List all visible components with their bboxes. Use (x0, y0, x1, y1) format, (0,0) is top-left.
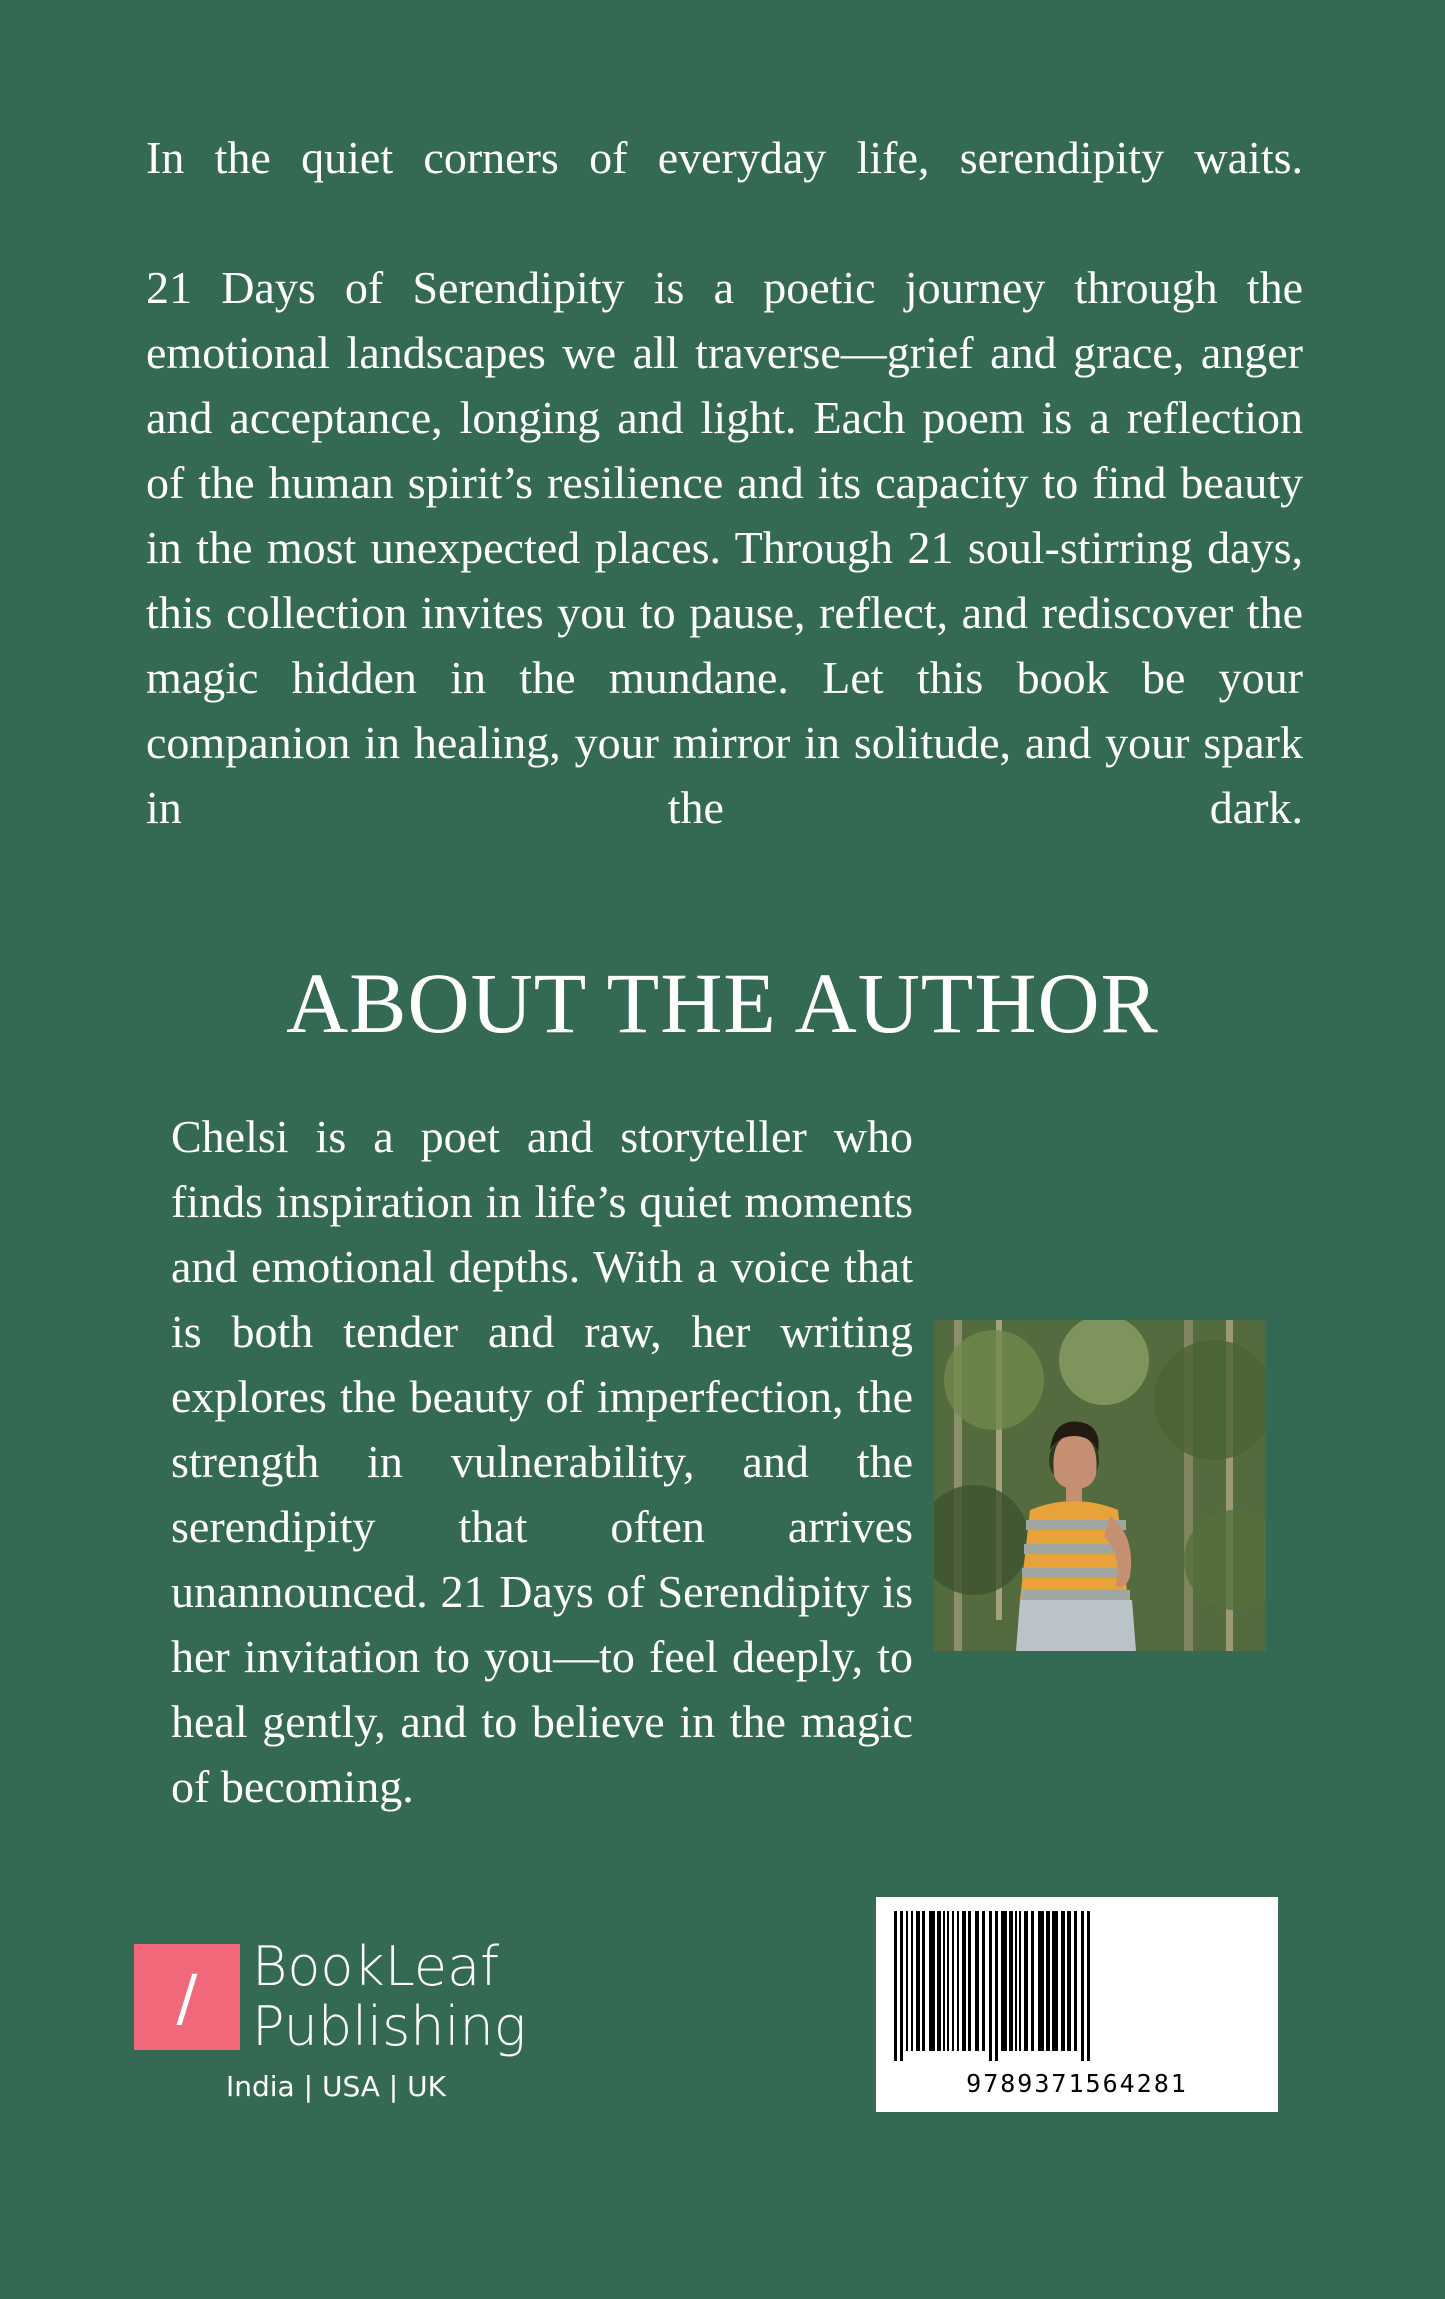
author-photo (934, 1320, 1266, 1651)
barcode-bar (1038, 1911, 1044, 2051)
barcode-bar (1081, 1911, 1084, 2061)
about-author-heading: ABOUT THE AUTHOR (286, 955, 1159, 1051)
blurb-intro: In the quiet corners of everyday life, serendipity waits. (146, 132, 1303, 183)
barcode-bar (952, 1911, 954, 2051)
barcode-bar (937, 1911, 941, 2051)
barcode-bar (1001, 1911, 1007, 2051)
barcode-bar (1087, 1911, 1090, 2061)
barcode-bar (957, 1911, 959, 2051)
barcode-bar (906, 1911, 908, 2051)
barcode-bar (1009, 1911, 1013, 2051)
publisher-logo-mark: / (134, 1944, 240, 2050)
author-bio: Chelsi is a poet and storyteller who finds inspiration in life’s quiet moments and emotional depths. With a voice that is both tender and raw, her writing explores the beauty of imperfection, the strength in vulnerability, and the serendipity that often arrives unannounced. 21 Days of Serendipity is her invitation to you—to feel deeply, to heal gently, and to believe in the magic of becoming. (171, 1111, 913, 1812)
barcode-bar (894, 1911, 897, 2061)
barcode-bar (989, 1911, 992, 2061)
barcode-bar (975, 1911, 979, 2051)
barcode-bar (982, 1911, 985, 2051)
barcode-bar (900, 1911, 903, 2061)
isbn-barcode (876, 1897, 1278, 2112)
barcode-bar (922, 1911, 925, 2051)
publisher-name-line2: Publishing (252, 1995, 527, 2058)
book-blurb (146, 125, 1303, 840)
barcode-bar (1031, 1911, 1034, 2051)
barcode-bar (911, 1911, 913, 2051)
isbn-number: 9789371564281 (966, 2069, 1188, 2098)
publisher-regions: India | USA | UK (226, 2070, 446, 2103)
barcode-bar (968, 1911, 971, 2051)
barcode-bar (1074, 1911, 1077, 2051)
barcode-bar (962, 1911, 966, 2051)
barcode-bar (1015, 1911, 1017, 2051)
publisher-name-line1: BookLeaf (252, 1935, 500, 1998)
barcode-bars (892, 1911, 1262, 2061)
barcode-bar (995, 1911, 998, 2061)
barcode-bar (1046, 1911, 1050, 2051)
barcode-bar (1067, 1911, 1071, 2051)
barcode-bar (943, 1911, 945, 2051)
barcode-bar (1061, 1911, 1065, 2051)
publisher-logo-name (252, 1937, 526, 2057)
barcode-bar (1024, 1911, 1028, 2051)
barcode-bar (1019, 1911, 1021, 2051)
barcode-bar (929, 1911, 935, 2051)
blurb-body: 21 Days of Serendipity is a poetic journey through the emotional landscapes we all traverse—grief and grace, anger and acceptance, longing and light. Each poem is a reflection of the human spirit’s resilience and its capacity to find beauty in the most unexpected places. Through 21 soul-stirring days, this collection invites you to pause, reflect, and rediscover the magic hidden in the mundane. Let this book be your companion in healing, your mirror in solitude, and your spark in the dark. (146, 262, 1303, 833)
barcode-bar (947, 1911, 949, 2051)
barcode-bar (916, 1911, 920, 2051)
barcode-bar (1052, 1911, 1058, 2051)
